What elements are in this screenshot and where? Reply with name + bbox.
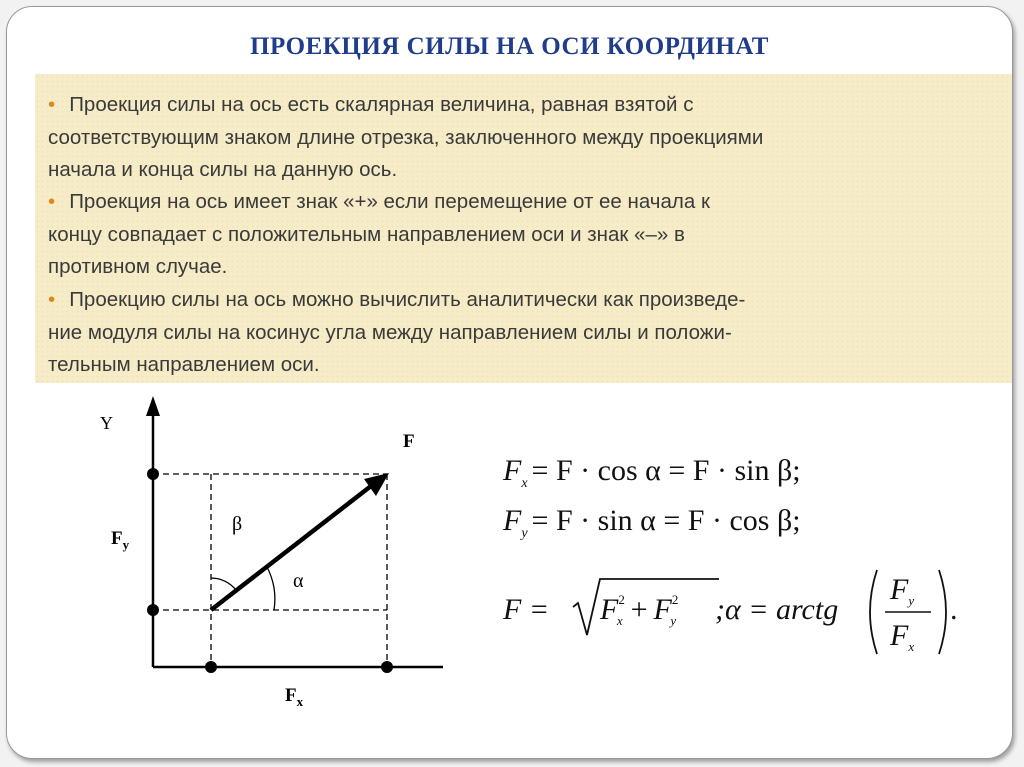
svg-text:Fx: $F_x$: [890, 619, 915, 654]
beta-label: β: [232, 513, 243, 535]
paragraph-3: [48, 284, 745, 382]
force-projection-diagram: [7, 387, 487, 758]
coordinate-axes: [146, 396, 443, 667]
left-paren-icon: [870, 570, 877, 654]
paragraph-2-line-2: концу совпадает с положительным направлением оси и знак «–» в: [48, 222, 685, 246]
paragraph-2-line-1: • Проекция на ось имеет знак «+» если перемещение от ее начала к: [48, 190, 710, 213]
svg-text:F2x+F2y: $F^2$ $x + F^2$ y: [600, 592, 679, 628]
fy-label: $F_y$: [111, 528, 130, 552]
formula-fx: $F_x = F \cdot \cos \alpha = F \cdot \sin \beta$;: [503, 454, 801, 491]
bullet-icon: •: [48, 190, 56, 213]
svg-text:;α = arctg: ;α = arctg: [715, 593, 839, 626]
fx-label: $F_x$: [285, 685, 304, 709]
paragraph-1: [48, 89, 763, 187]
svg-text:F =: F =: [503, 593, 550, 626]
paragraph-1-line-1: • Проекция силы на ось есть скалярная величина, равная взятой с: [48, 93, 694, 116]
bullet-icon: •: [48, 288, 56, 311]
y-axis-arrow-icon: [146, 396, 160, 416]
paragraph-1-line-2: соответствующим знаком длине отрезка, заключенного между проекциями: [48, 125, 764, 149]
paragraph-2: [48, 186, 710, 284]
svg-text:Fy: $F_y$: [890, 573, 915, 608]
formula-magnitude-angle: [502, 570, 958, 654]
force-label: F: [403, 431, 415, 452]
force-vector: [211, 486, 371, 610]
paragraph-1-line-3: начала и конца силы на данную ось.: [48, 158, 398, 181]
paragraph-3-line-1: • Проекцию силы на ось можно вычислить аналитически как произведе-: [48, 288, 746, 311]
paragraph-3-line-3: тельным направлением оси.: [48, 353, 320, 376]
paragraph-2-line-3: противном случае.: [48, 255, 228, 278]
right-paren-icon: [939, 570, 946, 654]
bullet-icon: •: [48, 93, 56, 116]
paragraph-3-line-2: ние модуля силы на косинус угла между направлением силы и положи-: [48, 320, 732, 344]
svg-text:.: .: [950, 593, 958, 626]
alpha-label: α: [293, 570, 304, 592]
alpha-angle-arc: [267, 567, 275, 610]
force-arrowhead-icon: [364, 473, 389, 496]
slide: [6, 6, 1013, 759]
projection-formulas: [497, 437, 997, 687]
y-axis-label: Y: [100, 413, 113, 433]
beta-angle-arc: [211, 578, 236, 590]
slide-title: ПРОЕКЦИЯ СИЛЫ НА ОСИ КООРДИНАТ: [250, 33, 769, 60]
definition-text-box: [35, 74, 1012, 383]
formula-fy: $F_y = F \cdot \sin \alpha = F \cdot \cos \beta$;: [503, 504, 801, 541]
